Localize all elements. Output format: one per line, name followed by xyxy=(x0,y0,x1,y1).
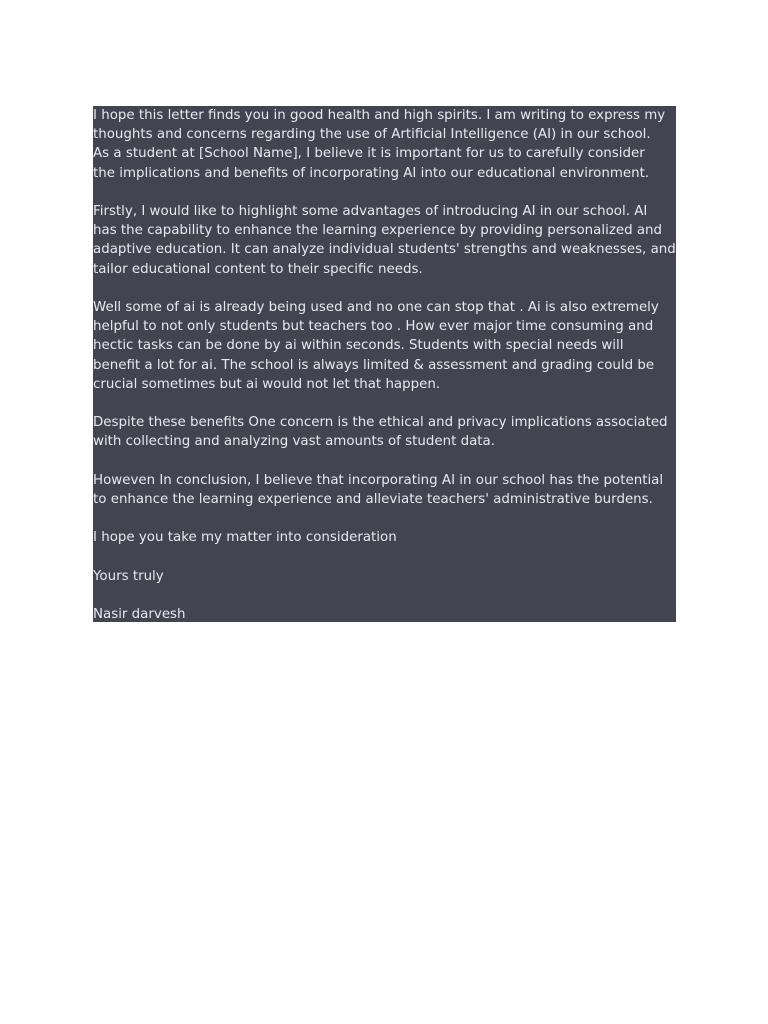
text-line: Despite these benefits One concern is the ethical and privacy implications associated xyxy=(93,415,668,431)
text-line: Howeven In conclusion, I believe that incorporating AI in our school has the potential xyxy=(93,472,664,488)
text-line: the implications and benefits of incorporating AI into our educational environment. xyxy=(93,165,650,181)
text-line: As a student at [School Name], I believe it is important for us to carefully consider xyxy=(93,146,645,162)
text-line: Well some of ai is already being used and no one can stop that . Ai is also extremely xyxy=(93,300,659,315)
text-line: to enhance the learning experience and alleviate teachers' administrative burdens. xyxy=(93,492,653,507)
signature-name xyxy=(93,605,676,624)
paragraph-usage xyxy=(93,298,676,394)
text-line: I hope you take my matter into consideration xyxy=(93,530,397,546)
text-line: Yours truly xyxy=(93,568,164,584)
text-line: Nasir darvesh xyxy=(93,607,186,623)
paragraph-advantages xyxy=(93,202,676,279)
paragraph-intro xyxy=(93,106,676,183)
text-line: has the capability to enhance the learning experience by providing personalized and xyxy=(93,223,663,239)
text-line: with collecting and analyzing vast amounts of student data. xyxy=(93,434,496,450)
paragraph-concern xyxy=(93,413,676,451)
text-line: thoughts and concerns regarding the use of Artificial Intelligence (AI) in our school. xyxy=(93,127,651,143)
text-line: hectic tasks can be done by ai within seconds. Students with special needs will xyxy=(93,338,624,354)
text-line: tailor educational content to their specific needs. xyxy=(93,261,423,277)
letter-body xyxy=(93,106,676,622)
text-line: adaptive education. It can analyze individual students' strengths and weaknesses, and xyxy=(93,242,676,258)
text-line: Firstly, I would like to highlight some advantages of introducing AI in our school. AI xyxy=(93,204,648,219)
text-line: I hope this letter finds you in good health and high spirits. I am writing to express my xyxy=(93,108,666,123)
text-line: benefit a lot for ai. The school is always limited & assessment and grading could be xyxy=(93,357,655,373)
paragraph-conclusion xyxy=(93,471,676,509)
text-line: helpful to not only students but teachers too . How ever major time consuming and xyxy=(93,319,654,335)
paragraph-request xyxy=(93,528,676,547)
closing-salutation xyxy=(93,567,676,586)
text-line: crucial sometimes but ai would not let that happen. xyxy=(93,376,441,392)
